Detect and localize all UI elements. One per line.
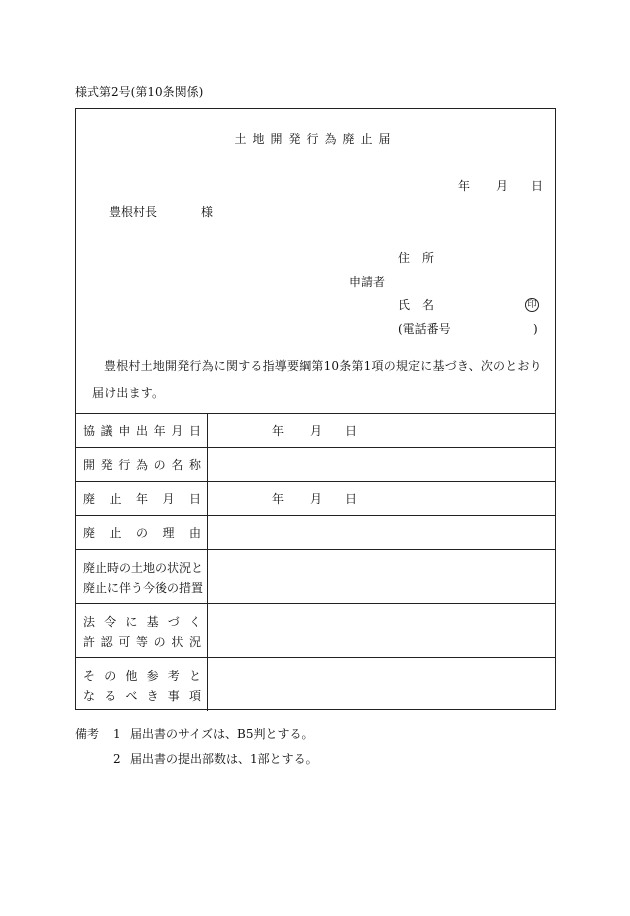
applicant-address-label: 住 所 xyxy=(398,251,435,265)
row-value-year: 年 xyxy=(272,492,285,506)
form-number-label: 様式第2号(第10条関係) xyxy=(75,85,204,99)
row-label-other-line1: その他参考と xyxy=(83,669,201,683)
row-label-other-line2: なるべき事項 xyxy=(83,689,201,703)
row-value-month: 月 xyxy=(310,492,323,506)
row-label-permits-line1: 法令に基づく xyxy=(83,615,201,629)
row-label-line: 廃止時の土地の状況と xyxy=(83,561,204,575)
row-label-line: 廃止に伴う今後の措置 xyxy=(83,581,204,595)
date-year-label: 年 xyxy=(458,179,471,193)
notes-heading: 備考 xyxy=(75,727,100,741)
note-number: 2 xyxy=(113,752,121,766)
applicant-name-label: 氏 名 xyxy=(398,298,435,312)
row-divider xyxy=(76,515,555,516)
date-month-label: 月 xyxy=(496,179,509,193)
applicant-phone-label: (電話番号 xyxy=(398,322,451,336)
row-divider xyxy=(76,549,555,550)
notification-form xyxy=(75,108,556,710)
row-value-year: 年 xyxy=(272,424,285,438)
row-divider xyxy=(76,481,555,482)
row-label-abolition-date: 廃止年月日 xyxy=(83,492,201,506)
note-text: 届出書のサイズは、B5判とする。 xyxy=(130,727,314,741)
table-top-border xyxy=(76,413,555,414)
row-value-month: 月 xyxy=(310,424,323,438)
row-label-consultation-date: 協議申出年月日 xyxy=(83,424,201,438)
statement-text: 豊根村土地開発行為に関する指導要綱第10条第1項の規定に基づき、次のとおり届け出ます。 xyxy=(92,359,542,400)
applicant-group-label: 申請者 xyxy=(349,275,386,289)
row-divider xyxy=(76,603,555,604)
seal-mark: 印 xyxy=(525,298,539,312)
addressee-name: 豊根村長 xyxy=(109,205,158,219)
applicant-phone-close: ) xyxy=(533,322,538,336)
row-label-permits-line2: 許認可等の状況 xyxy=(83,635,201,649)
row-label-development-name: 開発行為の名称 xyxy=(83,458,201,472)
row-divider xyxy=(76,447,555,448)
row-label-abolition-reason: 廃止の理由 xyxy=(83,526,201,540)
row-label-land-status xyxy=(83,558,203,598)
addressee-honorific: 様 xyxy=(201,205,214,219)
note-text: 届出書の提出部数は、1部とする。 xyxy=(130,752,318,766)
form-title: 土地開発行為廃止届 xyxy=(234,132,397,146)
row-divider xyxy=(76,657,555,658)
row-value-day: 日 xyxy=(345,424,358,438)
date-day-label: 日 xyxy=(531,179,544,193)
row-value-day: 日 xyxy=(345,492,358,506)
note-number: 1 xyxy=(113,727,121,741)
table-column-divider xyxy=(207,413,208,711)
